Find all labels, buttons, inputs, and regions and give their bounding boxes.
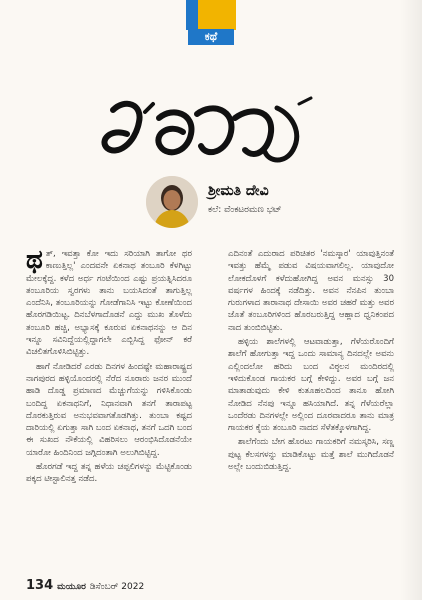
article-column-right [228, 248, 394, 475]
page-edge-shadow [400, 0, 422, 600]
body-paragraph: ಹಳ್ಳಿಯ ಶಾಲೆಗಳಲ್ಲಿ ಆಟವಾಡುತ್ತಾ, ಗೆಳೆಯರೊಂದಿಗೆ ಶಾಲೆಗೆ ಹೋಗುತ್ತಾ ಇದ್ದ ಒಂದು ಸಾಮಾನ್ಯ ದಿನದಲ್ಲೇ ಅವನು ಎಲ್ಲಿಂದಲೋ ಹರಿದು ಬಂದ ವಿಠ್ಠಲನ ಮಂದಿರದಲ್ಲಿ ಇಳಿದುಕೊಂಡ ಗಾಯಕರ ಬಗ್ಗೆ ಕೇಳಿದ್ದು. ಅವರ ಬಗ್ಗೆ ಜನ ಮಾತಾಡುವುದು ಕೇಳಿ ಕುತೂಹಲದಿಂದ ತಾನೂ ಹೋಗಿ ನೋಡಿದ ನೆನಪು ಇನ್ನೂ ಹಸಿಯಾಗಿದೆ. ತನ್ನ ಗೆಳೆಯರೆಲ್ಲಾ ಒಂದೆರಡು ದಿನಗಳಲ್ಲೇ ಅಲ್ಲಿಂದ ದೂರವಾದರೂ ತಾನು ಮಾತ್ರ ಗಾಯಕರ ಕೈಯ ತಂಬೂರಿ ನಾದದ ಸೆಳೆತಕ್ಕೊಳಗಾಗಿದ್ದ. [228, 337, 394, 434]
drop-cap: ಥ [26, 245, 43, 275]
section-label: ಕಥೆ [188, 29, 234, 45]
blue-band-stripe [186, 0, 198, 30]
magazine-name: ಮಯೂರ [57, 582, 86, 592]
article-title-calligraphy [95, 88, 325, 178]
article-column-left [26, 245, 192, 488]
author-name: ಶ್ರೀಮತಿ ದೇವಿ [208, 183, 269, 199]
page-footer [26, 578, 144, 593]
body-paragraph: ಹೊರಗಡೆ ಇದ್ದ ತನ್ನ ಹಳೆಯ ಚಪ್ಪಲಿಗಳನ್ನು ಮೆಟ್ಟಿಕೊಂಡು ಪಕ್ಕದ ಟೀಸ್ಟಾಲಿನತ್ತ ನಡೆದ. [26, 462, 192, 485]
page-number: 134 [26, 578, 54, 593]
yellow-band-stripe [198, 0, 236, 30]
body-paragraph: ಎದಿನಂತೆ ಎದುರಾದ ಪರಿಚಿತರ 'ನಮಸ್ಕಾರ' ಯಾವುತ್ತಿನಂತೆ ಇವತ್ತು ಹೆಮ್ಮೆ ಪಡುವ ವಿಷಯವಾಗಲಿಲ್ಲ. ಯಾವುದೋ ಲೋಕದೊಳಗೆ ಕಳೆದುಹೋಗಿದ್ದ ಅವನ ಮನಸ್ಸು 30 ವರ್ಷಗಳ ಹಿಂದಕ್ಕೆ ನಡೆದಿತ್ತು. ಅವನ ನೆನಪಿನ ತುಂಬಾ ಗುರುಗಳಾದ ತಾರಾನಾಥ ದೇಸಾಯಿ ಅವರ ಚಹರೆ ಮತ್ತು ಅವರ ಜೊತೆ ತಂಬೂರಿಗಳಿಂದ ಹೊರಬರುತ್ತಿದ್ದ ಆಹ್ಲಾದ ಧ್ವನಿಕಂಪದ ನಾದ ತುಂಬಿಬಿಟ್ಟಿತು. [228, 249, 394, 333]
body-paragraph [26, 245, 192, 359]
header-color-band [186, 0, 236, 30]
issue-date: ಡಿಸೆಂಬರ್ 2022 [89, 582, 145, 592]
illustration-credit: ಕಲೆ: ವೆಂಕಟರಮಣ ಭಟ್ [208, 205, 282, 215]
paragraph-text: ತ್, ಇವತ್ತಾ ಕೋ ಇದು ಸರಿಯಾಗಿ ತಾಗೋ ಥರ ಕಾಣುತ್ತಿಲ್ಲ' ಎಂದವನೇ ಏಕನಾಥ ತಂಬೂರಿ ಕೆಳಗಿಟ್ಟು ಮೇಲಕ್ಕೆದ್ದ. ಕಳೆದ ಅರ್ಧ ಗಂಟೆಯಿಂದ ಎಷ್ಟು ಪ್ರಯತ್ನಿಸಿದರೂ ತಂಬೂರಿಯ ಸ್ವರಗಳು ತಾನು ಬಯಸಿದಂತೆ ತಾಗುತ್ತಿಲ್ಲ ಎಂದೆನಿಸಿ, ತಂಬೂರಿಯನ್ನು ಗೋಡೆಗಾನಿಸಿ ಇಟ್ಟು ಕೋಣೆಯಿಂದ ಹೊರಗಡಿಯಿಟ್ಟ. ದಿನಬೆಳಗಾದೊಡನೆ ಎದ್ದು ಮುಖ ತೊಳೆದು ತಂಬೂರಿ ಹಚ್ಚಿ, ಅಭ್ಯಾಸಕ್ಕೆ ಕೂರುವ ಏಕನಾಥನನ್ನು ಆ ದಿನ ಇನ್ನೂ ಸವಿನಿದ್ದೆಯಲ್ಲಿದ್ದಾಗಲೇ ಎಬ್ಬಿಸಿದ್ದ ಫೋನ್ ಕರೆ ವಿಚಲಿತಗೊಳಿಸಿಬಿಟ್ಟಿತ್ತು. [26, 249, 192, 358]
body-paragraph: ಹಾಗೆ ನೋಡಿದರೆ ಎರಡು ದಿನಗಳ ಹಿಂದಷ್ಟೇ ಮಹಾರಾಷ್ಟ್ರದ ನಾಗಪುರದ ಹಳ್ಳಿಯೊಂದರಲ್ಲಿ ನೆರೆದ ನೂರಾರು ಜನರ ಮುಂದೆ ಹಾಡಿ ದೊಡ್ಡ ಪ್ರಮಾಣದ ಮೆಚ್ಚುಗೆಯನ್ನು ಗಳಿಸಿಕೊಂಡು ಬಂದಿದ್ದ ಏಕನಾಥನಿಗೆ, ನಿಧಾನವಾಗಿ ತನಗೆ ತಾರಾಪಟ್ಟ ದೊರಕುತ್ತಿರುವ ಅನುಭವವಾಗತೊಡಗಿತ್ತು. ತುಂಬಾ ಕಷ್ಟದ ದಾರಿಯಲ್ಲಿ ಏಗುತ್ತಾ ಸಾಗಿ ಬಂದ ಏಕನಾಥ, ತನಗೆ ಒದಗಿ ಬಂದ ಈ ಸುಖದ ನೌಕೆಯಲ್ಲಿ ವಿಹರಿಸಲು ಆರಂಭಿಸಿದೊಡನೆಯೇ ಯಾರೋ ಹಿಂದಿನಿಂದ ಜಗ್ಗಿದಂತಾಗಿ ಅಲುಗಿಬಿಟ್ಟಿದ್ದ. [26, 361, 192, 458]
body-paragraph: ಶಾಲೆಗೆಂದು ಬೇಗ ಹೊರಟು ಗಾಯಕರಿಗೆ ನಮಸ್ಕರಿಸಿ, ಸಣ್ಣ ಪುಟ್ಟ ಕೆಲಸಗಳನ್ನು ಮಾಡಿಕೊಟ್ಟು ಮತ್ತೆ ಶಾಲೆ ಮುಗಿದೊಡನೆ ಅಲ್ಲೇ ಬಂದುಬಿಡುತ್ತಿದ್ದ. [228, 437, 394, 473]
author-photo [146, 176, 198, 228]
